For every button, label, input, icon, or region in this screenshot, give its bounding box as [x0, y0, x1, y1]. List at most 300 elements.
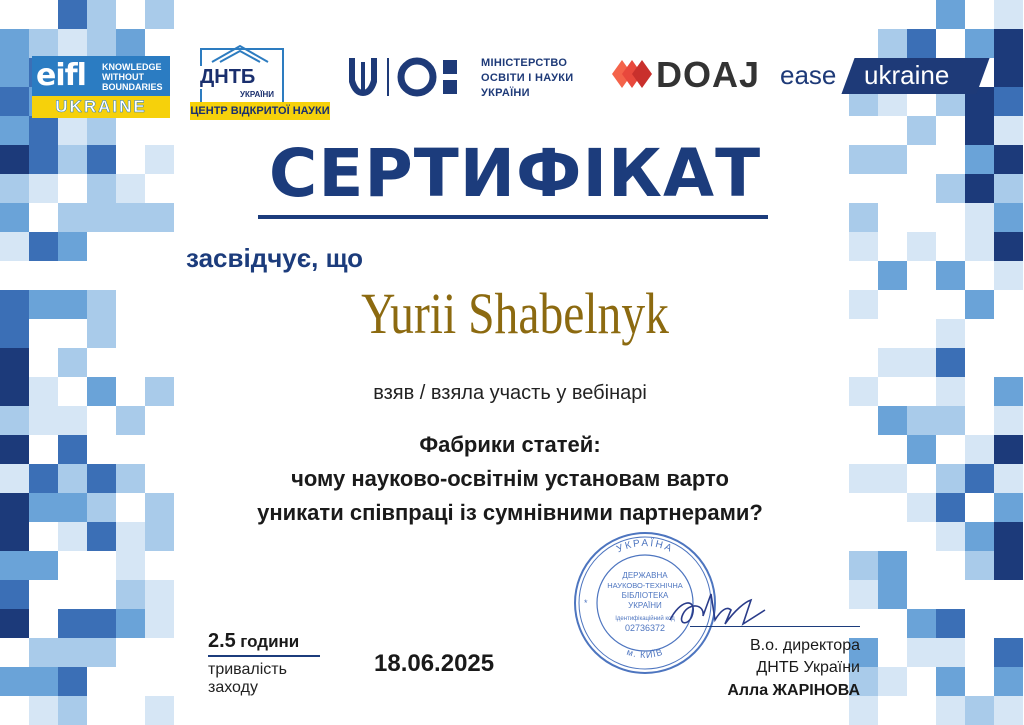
eifl-country: UKRAINE — [32, 96, 170, 118]
mosaic-tile — [878, 435, 907, 464]
mosaic-tile — [907, 464, 936, 493]
mosaic-tile — [0, 203, 29, 232]
mosaic-tile — [878, 29, 907, 58]
mosaic-tile — [849, 522, 878, 551]
mosaic-tile — [849, 203, 878, 232]
stamp-text: УКРАЇНИ — [628, 601, 662, 610]
mosaic-tile — [994, 0, 1023, 29]
mosaic-tile — [849, 232, 878, 261]
mosaic-tile — [116, 696, 145, 725]
mosaic-tile — [965, 348, 994, 377]
mosaic-tile — [965, 522, 994, 551]
certifies-text: засвідчує, що — [186, 243, 364, 273]
mosaic-tile — [145, 0, 174, 29]
ukraine-word: ukraine — [864, 60, 950, 90]
stamp-id: 02736372 — [624, 623, 666, 633]
ministry-emblem-icon — [345, 52, 481, 102]
mosaic-tile — [87, 406, 116, 435]
mosaic-tile — [0, 261, 29, 290]
mosaic-tile — [116, 580, 145, 609]
mosaic-tile — [936, 609, 965, 638]
mosaic-tile — [936, 348, 965, 377]
mosaic-tile — [145, 290, 174, 319]
mosaic-tile — [116, 464, 145, 493]
mosaic-tile — [145, 696, 174, 725]
mosaic-tile — [58, 145, 87, 174]
ministry-name: МІНІСТЕРСТВО ОСВІТИ І НАУКИ УКРАЇНИ — [481, 57, 574, 99]
mosaic-tile — [29, 348, 58, 377]
mosaic-tile — [58, 319, 87, 348]
mosaic-tile — [994, 435, 1023, 464]
dntb-sub: УКРАЇНИ — [240, 90, 275, 99]
duration-label: тривалість — [208, 661, 287, 678]
mosaic-tile — [849, 174, 878, 203]
signer-block — [690, 626, 860, 703]
mosaic-tile — [994, 638, 1023, 667]
duration-unit: години — [240, 632, 300, 651]
mosaic-tile — [0, 580, 29, 609]
mosaic-tile — [29, 522, 58, 551]
ease-ukraine-logo — [778, 58, 998, 98]
mosaic-tile — [58, 377, 87, 406]
mosaic-tile — [58, 29, 87, 58]
mosaic-tile — [0, 406, 29, 435]
mosaic-tile — [145, 493, 174, 522]
mosaic-tile — [907, 522, 936, 551]
mosaic-tile — [994, 667, 1023, 696]
mosaic-tile — [878, 116, 907, 145]
mosaic-tile — [58, 696, 87, 725]
mosaic-tile — [878, 319, 907, 348]
mosaic-tile — [878, 377, 907, 406]
mosaic-tile — [0, 609, 29, 638]
mosaic-tile — [87, 609, 116, 638]
mosaic-tile — [994, 203, 1023, 232]
mosaic-tile — [145, 319, 174, 348]
mosaic-tile — [116, 290, 145, 319]
mosaic-tile — [878, 609, 907, 638]
mosaic-tile — [878, 203, 907, 232]
mosaic-tile — [907, 551, 936, 580]
mosaic-tile — [965, 0, 994, 29]
mosaic-tile — [965, 203, 994, 232]
mosaic-tile — [29, 551, 58, 580]
mosaic-tile — [907, 638, 936, 667]
mosaic-tile — [0, 696, 29, 725]
mosaic-tile — [965, 406, 994, 435]
certificate-title: СЕРТИФІКАТ — [268, 135, 762, 212]
mosaic-tile — [907, 261, 936, 290]
mosaic-tile — [965, 435, 994, 464]
mosaic-tile — [29, 667, 58, 696]
mosaic-tile — [58, 493, 87, 522]
mosaic-tile — [907, 116, 936, 145]
mosaic-tile — [965, 116, 994, 145]
mosaic-tile — [87, 261, 116, 290]
mosaic-tile — [58, 667, 87, 696]
mosaic-tile — [849, 580, 878, 609]
stamp-id-label: Ідентифікаційний код — [615, 616, 675, 622]
mosaic-tile — [116, 232, 145, 261]
mosaic-tile — [907, 29, 936, 58]
mosaic-right — [849, 0, 1024, 725]
mosaic-tile — [878, 145, 907, 174]
duration-block — [208, 630, 328, 697]
duration-label: заходу — [208, 679, 258, 696]
mosaic-tile — [0, 464, 29, 493]
mosaic-tile — [87, 696, 116, 725]
mosaic-tile — [849, 116, 878, 145]
mosaic-tile — [116, 435, 145, 464]
mosaic-tile — [994, 116, 1023, 145]
mosaic-tile — [878, 174, 907, 203]
mosaic-tile — [965, 290, 994, 319]
mosaic-tile — [116, 29, 145, 58]
mosaic-tile — [87, 348, 116, 377]
stamp-text: БІБЛІОТЕКА — [621, 591, 669, 600]
mosaic-tile — [87, 116, 116, 145]
mosaic-tile — [29, 174, 58, 203]
mosaic-tile — [29, 377, 58, 406]
mosaic-tile — [116, 551, 145, 580]
mosaic-tile — [116, 638, 145, 667]
mosaic-tile — [878, 580, 907, 609]
mosaic-tile — [878, 551, 907, 580]
mosaic-tile — [58, 551, 87, 580]
mosaic-tile — [878, 638, 907, 667]
mosaic-tile — [994, 406, 1023, 435]
mosaic-tile — [936, 377, 965, 406]
mosaic-tile — [965, 551, 994, 580]
eifl-word: eifl — [36, 58, 86, 93]
mosaic-tile — [907, 203, 936, 232]
mosaic-tile — [0, 116, 29, 145]
mosaic-tile — [145, 145, 174, 174]
mosaic-tile — [145, 377, 174, 406]
mosaic-tile — [29, 203, 58, 232]
participation-text: взяв / взяла участь у вебінарі — [373, 382, 647, 404]
stamp-ring-bottom: м. КИЇВ — [625, 646, 665, 660]
mosaic-tile — [0, 319, 29, 348]
mosaic-tile — [907, 174, 936, 203]
mosaic-tile — [0, 377, 29, 406]
webinar-title-line: чому науково-освітнім установам варто — [291, 466, 729, 491]
mosaic-tile — [994, 261, 1023, 290]
mosaic-tile — [145, 348, 174, 377]
mosaic-tile — [965, 29, 994, 58]
mosaic-tile — [29, 435, 58, 464]
mosaic-tile — [0, 551, 29, 580]
mosaic-tile — [907, 406, 936, 435]
mosaic-tile — [907, 290, 936, 319]
mosaic-tile — [116, 406, 145, 435]
mosaic-tile — [58, 348, 87, 377]
mosaic-tile — [116, 522, 145, 551]
mosaic-tile — [58, 261, 87, 290]
mosaic-tile — [87, 203, 116, 232]
svg-text:*: * — [584, 598, 588, 608]
mosaic-tile — [849, 348, 878, 377]
mosaic-tile — [87, 232, 116, 261]
mosaic-tile — [87, 377, 116, 406]
mosaic-tile — [58, 522, 87, 551]
mosaic-tile — [87, 522, 116, 551]
title-underline — [258, 215, 768, 219]
mosaic-tile — [965, 493, 994, 522]
mosaic-tile — [965, 174, 994, 203]
mosaic-tile — [0, 493, 29, 522]
mosaic-tile — [145, 464, 174, 493]
doaj-word: DOAJ — [656, 54, 761, 95]
mosaic-tile — [994, 232, 1023, 261]
mosaic-tile — [87, 435, 116, 464]
mosaic-tile — [87, 290, 116, 319]
doaj-mark-icon — [610, 54, 656, 94]
mosaic-tile — [936, 203, 965, 232]
signer-organization: ДНТБ України — [756, 659, 860, 676]
mosaic-tile — [965, 609, 994, 638]
mosaic-tile — [145, 580, 174, 609]
mosaic-tile — [145, 232, 174, 261]
mosaic-tile — [58, 232, 87, 261]
mosaic-tile — [29, 493, 58, 522]
mosaic-tile — [936, 522, 965, 551]
mosaic-tile — [936, 667, 965, 696]
mosaic-tile — [907, 667, 936, 696]
mosaic-tile — [58, 435, 87, 464]
mosaic-tile — [58, 406, 87, 435]
mosaic-tile — [936, 261, 965, 290]
mosaic-tile — [936, 406, 965, 435]
mosaic-tile — [907, 580, 936, 609]
mosaic-tile — [29, 406, 58, 435]
mosaic-tile — [936, 435, 965, 464]
webinar-title-line: Фабрики статей: — [419, 432, 601, 457]
mosaic-tile — [0, 174, 29, 203]
mosaic-tile — [878, 522, 907, 551]
mosaic-tile — [145, 551, 174, 580]
mosaic-tile — [29, 116, 58, 145]
mosaic-tile — [878, 290, 907, 319]
mosaic-tile — [145, 667, 174, 696]
mosaic-tile — [87, 319, 116, 348]
webinar-title — [180, 428, 840, 530]
mosaic-tile — [29, 580, 58, 609]
dntb-name: ДНТБ — [200, 66, 256, 88]
mosaic-tile — [965, 232, 994, 261]
mosaic-tile — [907, 377, 936, 406]
ease-word: ease — [780, 60, 837, 90]
signer-name: Алла ЖАРІНОВА — [727, 682, 860, 699]
mosaic-tile — [994, 609, 1023, 638]
mosaic-tile — [29, 638, 58, 667]
recipient-name: Yurii Shabelnyk — [361, 281, 669, 346]
mosaic-tile — [116, 174, 145, 203]
mosaic-tile — [58, 580, 87, 609]
mosaic-tile — [936, 174, 965, 203]
mosaic-tile — [994, 377, 1023, 406]
mosaic-tile — [0, 667, 29, 696]
mosaic-tile — [878, 232, 907, 261]
mosaic-tile — [87, 145, 116, 174]
mosaic-tile — [907, 696, 936, 725]
mosaic-tile — [58, 464, 87, 493]
mosaic-tile — [878, 0, 907, 29]
mosaic-tile — [849, 145, 878, 174]
mosaic-tile — [994, 319, 1023, 348]
mosaic-tile — [145, 174, 174, 203]
mosaic-tile — [58, 203, 87, 232]
mosaic-tile — [849, 493, 878, 522]
mosaic-tile — [994, 551, 1023, 580]
mosaic-tile — [878, 261, 907, 290]
doaj-logo — [610, 54, 770, 98]
mosaic-tile — [965, 638, 994, 667]
mosaic-tile — [849, 377, 878, 406]
mosaic-tile — [936, 319, 965, 348]
mosaic-tile — [936, 580, 965, 609]
mosaic-tile — [936, 145, 965, 174]
svg-text:м. КИЇВ — [626, 647, 665, 660]
mosaic-tile — [849, 29, 878, 58]
mosaic-tile — [936, 551, 965, 580]
mosaic-tile — [29, 696, 58, 725]
mosaic-tile — [29, 319, 58, 348]
duration-value: 2.5 — [208, 630, 236, 652]
mosaic-tile — [116, 377, 145, 406]
mosaic-tile — [965, 261, 994, 290]
mosaic-tile — [29, 145, 58, 174]
mosaic-tile — [878, 406, 907, 435]
mosaic-tile — [116, 0, 145, 29]
mosaic-tile — [145, 116, 174, 145]
mosaic-tile — [994, 348, 1023, 377]
mosaic-tile — [0, 58, 29, 87]
mosaic-tile — [0, 435, 29, 464]
mosaic-tile — [965, 464, 994, 493]
mosaic-tile — [0, 522, 29, 551]
mosaic-tile — [907, 348, 936, 377]
roof-icon — [210, 44, 270, 64]
mosaic-tile — [849, 406, 878, 435]
mosaic-tile — [87, 638, 116, 667]
mosaic-tile — [116, 145, 145, 174]
mosaic-tile — [116, 609, 145, 638]
mosaic-tile — [116, 261, 145, 290]
mosaic-tile — [936, 232, 965, 261]
mosaic-tile — [994, 29, 1023, 58]
mosaic-tile — [994, 87, 1023, 116]
mosaic-tile — [849, 319, 878, 348]
mosaic-tile — [936, 696, 965, 725]
mosaic-tile — [145, 203, 174, 232]
mosaic-tile — [145, 522, 174, 551]
mosaic-tile — [907, 145, 936, 174]
mosaic-tile — [994, 464, 1023, 493]
mosaic-tile — [936, 116, 965, 145]
mosaic-tile — [87, 0, 116, 29]
mosaic-tile — [29, 29, 58, 58]
mosaic-tile — [87, 174, 116, 203]
mosaic-tile — [994, 493, 1023, 522]
stamp-ring-top: УКРАЇНА — [615, 537, 675, 556]
mosaic-tile — [965, 319, 994, 348]
mosaic-tile — [994, 580, 1023, 609]
eifl-tagline: KNOWLEDGE WITHOUT BOUNDARIES — [102, 62, 163, 92]
mosaic-tile — [58, 116, 87, 145]
mosaic-tile — [965, 580, 994, 609]
mosaic-tile — [58, 609, 87, 638]
mosaic-tile — [936, 290, 965, 319]
mosaic-tile — [116, 493, 145, 522]
mosaic-tile — [994, 290, 1023, 319]
mosaic-tile — [994, 696, 1023, 725]
mosaic-tile — [849, 290, 878, 319]
mosaic-tile — [907, 319, 936, 348]
stamp-text: НАУКОВО-ТЕХНІЧНА — [607, 581, 683, 590]
mosaic-tile — [29, 0, 58, 29]
mosaic-tile — [87, 464, 116, 493]
mosaic-tile — [936, 493, 965, 522]
mosaic-tile — [29, 609, 58, 638]
mosaic-tile — [145, 435, 174, 464]
mosaic-tile — [0, 290, 29, 319]
mosaic-tile — [878, 493, 907, 522]
mosaic-tile — [907, 0, 936, 29]
mosaic-tile — [116, 116, 145, 145]
mosaic-tile — [907, 435, 936, 464]
dntb-logo — [190, 44, 330, 120]
mosaic-tile — [878, 696, 907, 725]
ministry-logo — [345, 52, 595, 102]
mosaic-tile — [936, 638, 965, 667]
mosaic-tile — [87, 493, 116, 522]
mosaic-tile — [58, 174, 87, 203]
dntb-bar: ЦЕНТР ВІДКРИТОЇ НАУКИ — [190, 102, 330, 120]
mosaic-tile — [87, 551, 116, 580]
eifl-logo — [32, 56, 170, 118]
mosaic-tile — [145, 609, 174, 638]
mosaic-tile — [0, 232, 29, 261]
mosaic-tile — [29, 261, 58, 290]
mosaic-tile — [849, 435, 878, 464]
event-date: 18.06.2025 — [374, 650, 495, 677]
mosaic-tile — [87, 667, 116, 696]
mosaic-tile — [0, 145, 29, 174]
mosaic-tile — [145, 29, 174, 58]
mosaic-tile — [0, 0, 29, 29]
mosaic-tile — [907, 493, 936, 522]
stamp-text: ДЕРЖАВНА — [622, 571, 668, 580]
mosaic-tile — [994, 58, 1023, 87]
mosaic-tile — [965, 377, 994, 406]
mosaic-tile — [116, 319, 145, 348]
mosaic-tile — [0, 87, 29, 116]
mosaic-tile — [965, 696, 994, 725]
mosaic-tile — [58, 638, 87, 667]
mosaic-tile — [58, 0, 87, 29]
mosaic-tile — [936, 0, 965, 29]
mosaic-tile — [0, 638, 29, 667]
mosaic-tile — [965, 145, 994, 174]
mosaic-tile — [29, 290, 58, 319]
mosaic-tile — [907, 609, 936, 638]
mosaic-tile — [58, 290, 87, 319]
mosaic-tile — [116, 203, 145, 232]
mosaic-tile — [87, 580, 116, 609]
mosaic-tile — [994, 145, 1023, 174]
mosaic-tile — [936, 29, 965, 58]
